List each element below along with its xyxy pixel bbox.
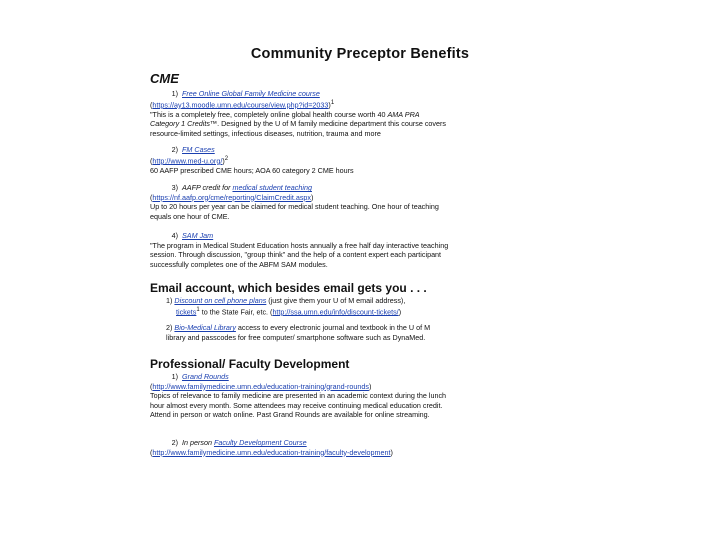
cme-item-2: 2) FM Cases (http://www.med-u.org/)$^2$ 60 AAFP prescribed CME hours; AOA 60 category 2 CME hours xyxy=(150,145,354,175)
email-heading: Email account, which besides email gets you . . . xyxy=(150,281,427,295)
medical-student-teaching-link[interactable]: medical student teaching xyxy=(232,183,312,192)
global-fm-course-link[interactable]: Free Online Global Family Medicine course xyxy=(182,89,320,98)
discount-tickets-link[interactable]: http://ssa.umn.edu/info/discount-tickets/ xyxy=(272,306,399,316)
cme-heading: CME xyxy=(150,71,179,86)
page-title: Community Preceptor Benefits xyxy=(250,46,470,62)
bio-medical-library-link[interactable]: Bio-Medical Library xyxy=(174,323,236,332)
med-u-link[interactable]: http://www.med-u.org/ xyxy=(152,155,223,165)
cell-phone-discount-link[interactable]: Discount on cell phone plans xyxy=(174,296,267,305)
email-item-2: 2) Bio-Medical Library access to every electronic journal and textbook in the U of M library and passcodes for free computer/ smartphone software such as DynaMed. xyxy=(166,323,431,342)
cme-item-4: 4) SAM Jam "The program in Medical Student Education hosts annually a free half day interactive teaching session. Through discussion, "group think" and the help of a content expert each participant successfully completes one of the ABFM SAM modules. xyxy=(150,231,449,269)
prof-dev-heading: Professional/ Faculty Development xyxy=(150,357,350,371)
faculty-development-course-link[interactable]: Faculty Development Course xyxy=(213,438,307,447)
moodle-course-link[interactable]: https://ay13.moodle.umn.edu/course/view.php?id=2033 xyxy=(152,99,329,109)
sam-jam-link[interactable]: SAM Jam xyxy=(182,231,214,240)
prof-item-2: 2) In person Faculty Development Course (http://www.familymedicine.umn.edu/education-training/faculty-development) xyxy=(150,438,393,457)
cme-item-3: 3) AAFP credit for medical student teaching (https://nf.aafp.org/cme/reporting/ClaimCredit.aspx) Up to 20 hours per year can be claimed for medical student teaching. One hour of teaching equals one hour of CME. xyxy=(150,183,439,221)
fm-cases-link[interactable]: FM Cases xyxy=(182,145,215,154)
grand-rounds-url-link[interactable]: http://www.familymedicine.umn.edu/education-training/grand-rounds xyxy=(152,381,369,391)
grand-rounds-link[interactable]: Grand Rounds xyxy=(182,372,229,381)
prof-item-1: 1) Grand Rounds (http://www.familymedicine.umn.edu/education-training/grand-rounds) Topics of relevance to family medicine are presented in an academic context during the lunch hour almost every month. Some attendees may receive continuing medical education credit. Attend in person or watch online. Past Grand Rounds are available for online streaming. xyxy=(150,372,447,420)
tickets-link[interactable]: tickets xyxy=(176,306,197,316)
faculty-development-url-link[interactable]: http://www.familymedicine.umn.edu/education-training/faculty-development xyxy=(152,447,391,457)
email-item-1: 1) Discount on cell phone plans (just give them your U of M email address), tickets$^1$ to the State Fair, etc. (http://ssa.umn.edu/info/discount-tickets/) xyxy=(166,296,406,316)
cme-item-1: 1) Free Online Global Family Medicine course (https://ay13.moodle.umn.edu/course/view.php?id=2033)$^1$ "This is a completely free, completely online global health course worth 40 AMA PRA Category 1 Credits™. Designed by the U of M family medicine department this course covers resource-limited settings, infectious diseases, nutrition, trauma and more xyxy=(150,89,447,138)
aafp-claim-credit-link[interactable]: https://nf.aafp.org/cme/reporting/ClaimCredit.aspx xyxy=(152,192,312,202)
